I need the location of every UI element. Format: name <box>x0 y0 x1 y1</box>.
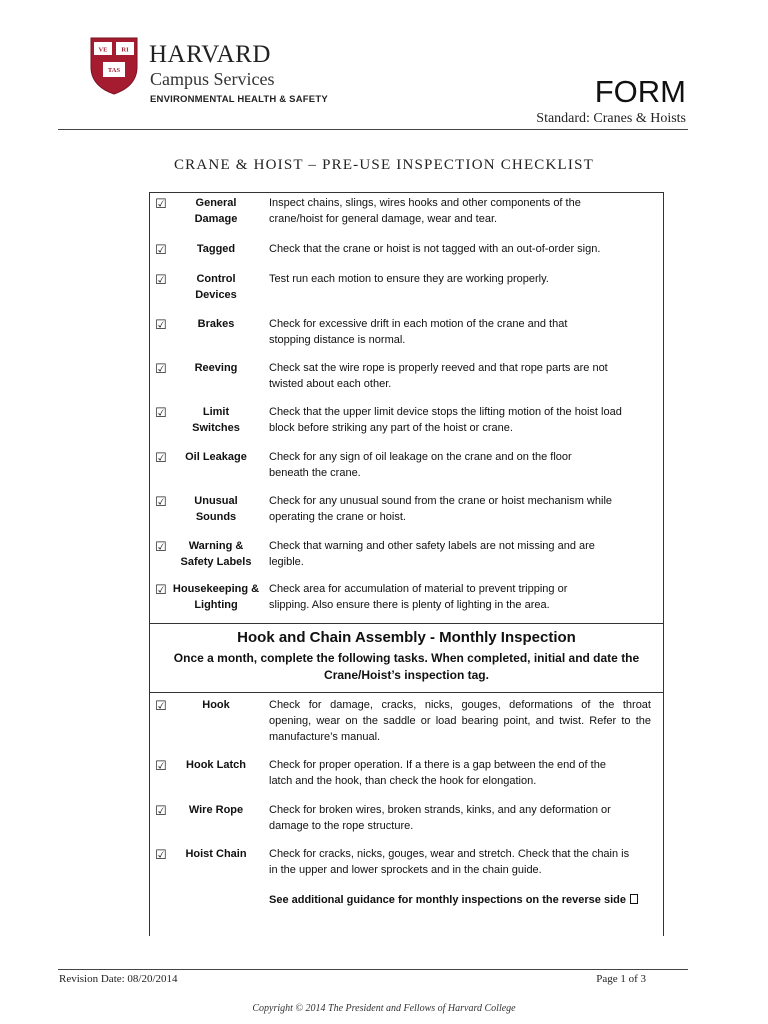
checkbox-icon[interactable]: ☑ <box>155 582 167 597</box>
check-item-label <box>168 802 264 818</box>
check-item-description-line: Check that the crane or hoist is not tagged with an out-of-order sign. <box>269 243 601 255</box>
checkbox-icon[interactable]: ☑ <box>155 494 167 509</box>
check-item-label-line: Housekeeping & <box>172 583 260 595</box>
check-item-label-line: Hoist Chain <box>185 848 247 860</box>
check-item-description <box>269 846 651 878</box>
check-item-label-line: Switches <box>192 422 240 434</box>
check-item-label <box>168 360 264 376</box>
check-item-description <box>269 360 651 392</box>
brand-subtitle: Campus Services <box>150 69 275 89</box>
checkbox-icon[interactable]: ☑ <box>155 450 167 465</box>
reverse-side-guidance <box>269 894 638 906</box>
check-item-description-line: Check for any sign of oil leakage on the crane and on the floor <box>269 451 572 463</box>
check-item-description <box>269 271 651 287</box>
footer-rule <box>58 969 688 970</box>
check-item-label <box>168 697 264 713</box>
checkbox-icon[interactable]: ☑ <box>155 272 167 287</box>
checkbox-icon[interactable]: ☑ <box>155 803 167 818</box>
shield-letters-ve: VE <box>98 46 108 54</box>
check-item-description <box>269 802 651 834</box>
check-item-label-line: General <box>195 197 237 209</box>
check-item-label-line: Oil Leakage <box>185 451 247 463</box>
guidance-text: See additional guidance for monthly inspections on the reverse side <box>269 894 626 906</box>
check-item-label-line: Hook Latch <box>186 759 246 771</box>
check-item-label <box>168 241 264 257</box>
check-item-label <box>168 195 264 227</box>
brand-department: ENVIRONMENTAL HEALTH & SAFETY <box>150 94 328 105</box>
check-item-description <box>269 316 651 348</box>
check-item-description-line: Check for damage, cracks, nicks, gouges, deformations of the throat <box>269 699 651 711</box>
check-item-description-line: Check that warning and other safety labels are not missing and are <box>269 540 595 552</box>
checkbox-icon[interactable]: ☑ <box>155 242 167 257</box>
check-item-label <box>168 581 264 613</box>
monthly-subtitle-line: Crane/Hoist’s inspection tag. <box>324 668 489 682</box>
form-label: FORM <box>594 74 686 109</box>
check-item-description-line: latch and the hook, than check the hook for elongation. <box>269 775 537 787</box>
check-item-description-line: slipping. Also ensure there is plenty of lighting in the area. <box>269 599 550 611</box>
check-item-label-line: Lighting <box>194 599 238 611</box>
harvard-shield-logo <box>90 37 138 95</box>
check-item-label-line: Tagged <box>196 243 236 255</box>
check-item-description-line: Check sat the wire rope is properly reeved and that rope parts are not <box>269 362 608 374</box>
check-item-description-line: opening, wear on the saddle or load bearing point, and twist. Refer to the <box>269 715 651 727</box>
checkbox-icon[interactable]: ☑ <box>155 758 167 773</box>
check-item-label-line: Hook <box>202 699 230 711</box>
check-item-description <box>269 538 651 570</box>
check-item-label-line: Wire Rope <box>188 804 244 816</box>
check-item-label <box>168 846 264 862</box>
check-item-description <box>269 493 651 525</box>
check-item-description-line: Test run each motion to ensure they are working properly. <box>269 273 549 285</box>
check-item-description-line: twisted about each other. <box>269 378 392 390</box>
check-item-label-line: Safety Labels <box>180 556 252 568</box>
check-item-description-line: Check for proper operation. If a there is a gap between the end of the <box>269 759 606 771</box>
check-item-label-line: Control <box>196 273 236 285</box>
checkbox-icon[interactable]: ☑ <box>155 698 167 713</box>
check-item-description-line: beneath the crane. <box>269 467 361 479</box>
check-item-description <box>269 404 651 436</box>
check-item-label-line: Limit <box>202 406 230 418</box>
check-item-label-line: Unusual <box>194 495 238 507</box>
checkbox-icon[interactable]: ☑ <box>155 361 167 376</box>
check-item-label <box>168 449 264 465</box>
checkbox-icon[interactable]: ☑ <box>155 317 167 332</box>
check-item-description-line: legible. <box>269 556 304 568</box>
check-item-description-line: Check for cracks, nicks, gouges, wear and stretch. Check that the chain is <box>269 848 630 860</box>
check-item-description <box>269 241 651 257</box>
check-item-label-line: Brakes <box>197 318 235 330</box>
section-divider-bottom <box>149 692 664 693</box>
check-item-description-line: Check area for accumulation of material to prevent tripping or <box>269 583 568 595</box>
check-item-description-line: Check for excessive drift in each motion of the crane and that <box>269 318 568 330</box>
check-item-description-line: damage to the rope structure. <box>269 820 414 832</box>
page-title: CRANE & HOIST – PRE-USE INSPECTION CHECKLIST <box>173 157 595 173</box>
monthly-subtitle-line: Once a month, complete the following tasks. When completed, initial and date the <box>173 651 640 665</box>
check-item-description-line: operating the crane or hoist. <box>269 511 406 523</box>
check-item-description-line: Inspect chains, slings, wires hooks and other components of the <box>269 197 581 209</box>
check-item-description <box>269 581 651 613</box>
check-item-description-line: manufacture’s manual. <box>269 731 381 743</box>
check-item-description-line: Check for any unusual sound from the crane or hoist mechanism while <box>269 495 613 507</box>
check-item-label-line: Damage <box>194 213 238 225</box>
checkbox-icon[interactable]: ☑ <box>155 196 167 211</box>
check-item-label <box>168 493 264 525</box>
check-item-label <box>168 316 264 332</box>
check-item-label <box>168 538 264 570</box>
copyright-notice: Copyright © 2014 The President and Fellows of Harvard College <box>252 1003 516 1014</box>
checkbox-icon[interactable]: ☑ <box>155 405 167 420</box>
check-item-description-line: Check for broken wires, broken strands, kinks, and any deformation or <box>269 804 611 816</box>
check-item-description-line: crane/hoist for general damage, wear and tear. <box>269 213 498 225</box>
brand-name: HARVARD <box>149 41 271 68</box>
page-turn-icon <box>630 894 638 904</box>
check-item-label <box>168 404 264 436</box>
check-item-label-line: Reeving <box>194 362 238 374</box>
frame-left-line <box>149 192 150 936</box>
header-rule <box>58 129 688 130</box>
check-item-label-line: Devices <box>195 289 237 301</box>
shield-letters-tas: TAS <box>107 67 121 74</box>
check-item-label-line: Sounds <box>195 511 237 523</box>
shield-letters-ri: RI <box>121 46 129 54</box>
check-item-description-line: in the upper and lower sprockets and in the chain guide. <box>269 864 542 876</box>
check-item-description-line: stopping distance is normal. <box>269 334 406 346</box>
frame-right-line <box>663 192 664 936</box>
check-item-label <box>168 271 264 303</box>
section-divider-top <box>149 623 664 624</box>
monthly-section-title: Hook and Chain Assembly - Monthly Inspection <box>237 629 576 646</box>
frame-top-line <box>149 192 663 193</box>
check-item-label-line: Warning & <box>188 540 244 552</box>
page-number: Page 1 of 3 <box>596 973 646 985</box>
check-item-description-line: Check that the upper limit device stops the lifting motion of the hoist load <box>269 406 622 418</box>
check-item-description <box>269 195 651 227</box>
standard-label: Standard: Cranes & Hoists <box>536 111 686 126</box>
check-item-description-line: block before striking any part of the hoist or crane. <box>269 422 513 434</box>
monthly-section-subtitle <box>165 650 648 684</box>
check-item-description <box>269 449 651 481</box>
checkbox-icon[interactable]: ☑ <box>155 539 167 554</box>
check-item-label <box>168 757 264 773</box>
checkbox-icon[interactable]: ☑ <box>155 847 167 862</box>
check-item-description <box>269 757 651 789</box>
revision-date: Revision Date: 08/20/2014 <box>59 973 178 985</box>
check-item-description <box>269 697 651 745</box>
